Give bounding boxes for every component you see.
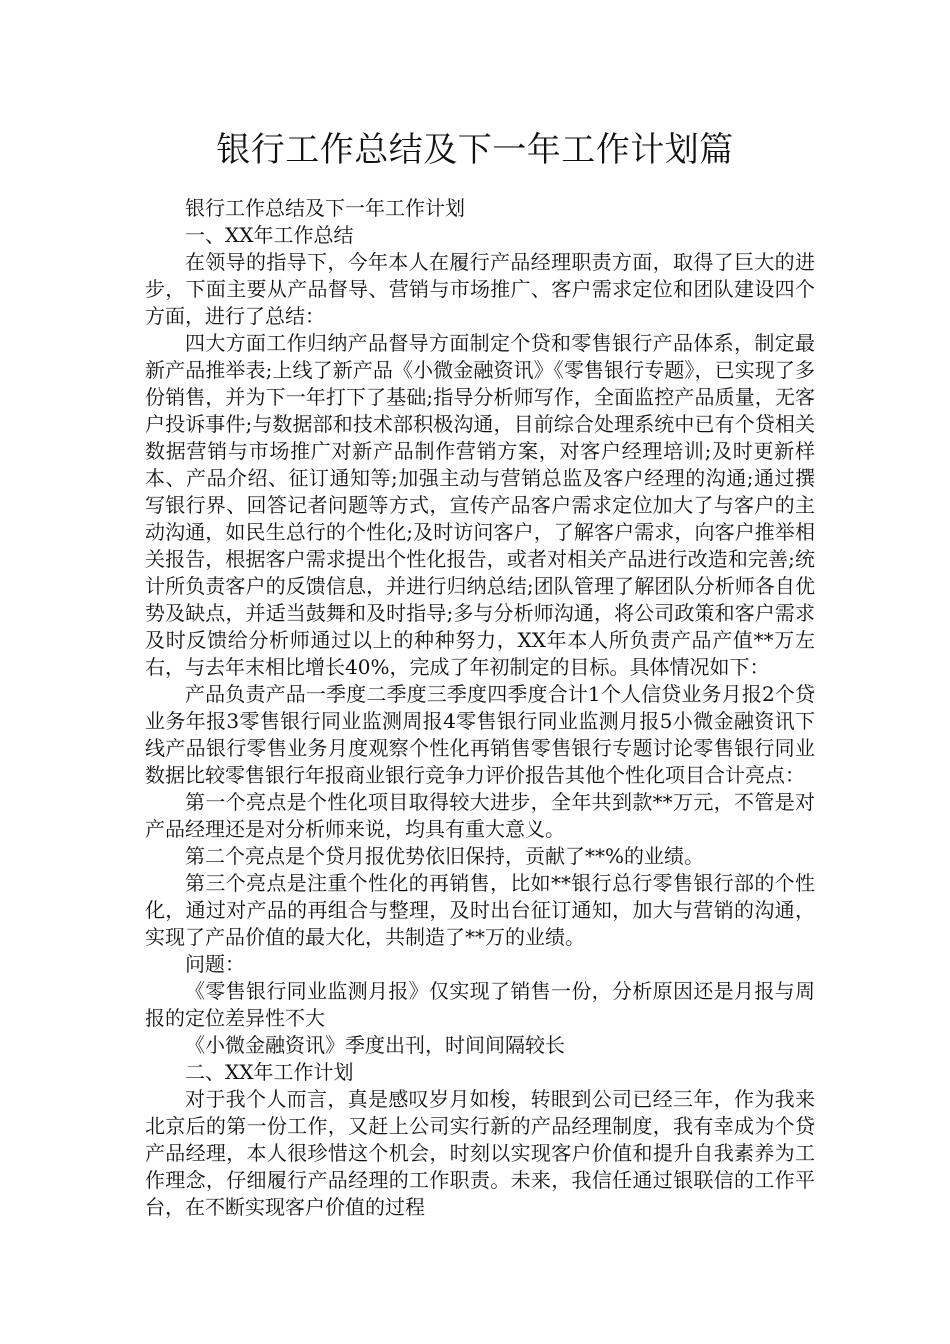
paragraph-problem-2: 《小微金融资讯》季度出刊，时间间隔较长	[185, 1033, 565, 1057]
paragraph-subtitle: 银行工作总结及下一年工作计划	[185, 196, 465, 220]
paragraph-highlight-3: 第三个亮点是注重个性化的再销售，比如**银行总行零售银行部的个性化，通过对产品的再组合与整理，及时出台征订通知，加大与营销的沟通，实现了产品价值的最大化，共制造了**万的业绩。	[145, 871, 815, 949]
document-body	[145, 195, 815, 1221]
paragraph-four-areas: 四大方面工作归纳产品督导方面制定个贷和零售银行产品体系，制定最新产品推举表;上线了新产品《小微金融资讯》《零售银行专题》，已实现了多份销售，并为下一年打下了基础;指导分析师写作，全面监控产品质量，无客户投诉事件;与数据部和技术部积极沟通，目前综合处理系统中已有个贷相关数据营销与市场推广对新产品制作营销方案，对客户经理培训;及时更新样本、产品介绍、征订通知等;加强主动与营销总监及客户经理的沟通;通过撰写银行界、回答记者问题等方式，宣传产品客户需求定位加大了与客户的主动沟通，如民生总行的个性化;及时访问客户，了解客户需求，向客户推举相关报告，根据客户需求提出个性化报告，或者对相关产品进行改造和完善;统计所负责客户的反馈信息，并进行归纳总结;团队管理了解团队分析师各自优势及缺点，并适当鼓舞和及时指导;多与分析师沟通，将公司政策和客户需求及时反馈给分析师通过以上的种种努力，XX年本人所负责产品产值**万左右，与去年末相比增长40%，完成了年初制定的目标。具体情况如下：	[145, 331, 815, 679]
paragraph-section-2-heading: 二、XX年工作计划	[185, 1060, 354, 1084]
paragraph-plan: 对于我个人而言，真是感叹岁月如梭，转眼到公司已经三年，作为我来北京后的第一份工作，又赶上公司实行新的产品经理制度，我有幸成为个贷产品经理，本人很珍惜这个机会，时刻以实现客户价值和提升自我素养为工作理念，仔细履行产品经理的工作职责。未来，我信任通过银联信的工作平台，在不断实现客户价值的过程	[145, 1087, 815, 1219]
paragraph-highlight-2: 第二个亮点是个贷月报优势依旧保持，贡献了**%的业绩。	[185, 844, 705, 868]
document-title: 银行工作总结及下一年工作计划篇	[216, 130, 734, 170]
paragraph-problems-heading: 问题：	[185, 952, 245, 976]
paragraph-section-1-heading: 一、XX年工作总结	[185, 223, 354, 247]
paragraph-intro: 在领导的指导下，今年本人在履行产品经理职责方面，取得了巨大的进步，下面主要从产品督导、营销与市场推广、客户需求定位和团队建设四个方面，进行了总结：	[145, 250, 815, 328]
paragraph-product-list: 产品负责产品一季度二季度三季度四季度合计1个人信贷业务月报2个贷业务年报3零售银行同业监测周报4零售银行同业监测月报5小微金融资讯下线产品银行零售业务月度观察个性化再销售零售银行专题讨论零售银行同业数据比较零售银行年报商业银行竞争力评价报告其他个性化项目合计亮点：	[145, 682, 815, 787]
paragraph-highlight-1: 第一个亮点是个性化项目取得较大进步，全年共到款**万元，不管是对产品经理还是对分析师来说，均具有重大意义。	[145, 790, 815, 841]
paragraph-problem-1: 《零售银行同业监测月报》仅实现了销售一份，分析原因还是月报与周报的定位差异性不大	[145, 979, 815, 1030]
